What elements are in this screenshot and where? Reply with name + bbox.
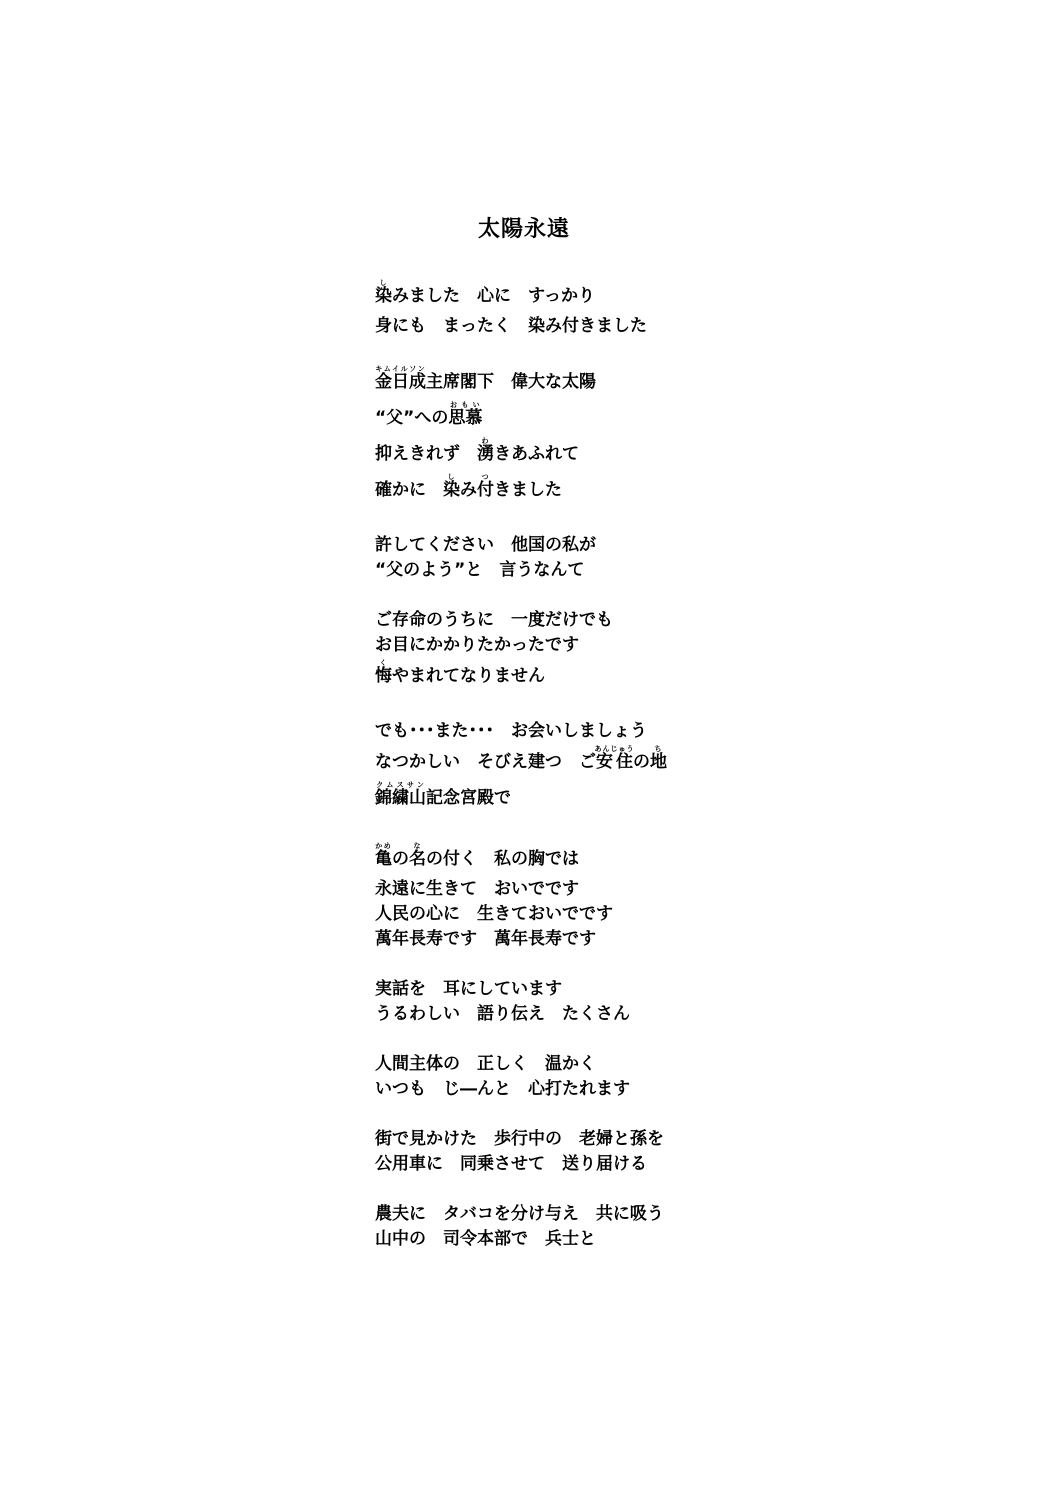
ruby-word [375,842,392,869]
line-text: 確かに [375,480,443,500]
poem-line [375,400,995,436]
stanza-gap [375,1102,995,1127]
line-text: 人民の心に 生きておいでです [375,904,613,924]
poem-line [375,780,995,816]
furigana-reading: つ [477,473,494,481]
furigana-reading: な [409,842,426,850]
furigana-reading: わ [477,437,494,445]
ruby-word [477,437,494,464]
poem-line [375,278,995,314]
line-text: 公用車に 同乗させて 送り届ける [375,1154,647,1174]
ruby-base-text: 亀 [375,849,392,869]
stanza-gap [375,583,995,608]
line-text: やまれてなりません [392,666,545,686]
stanza [375,1202,995,1252]
ruby-word [375,279,392,306]
line-text: み [460,480,477,500]
ruby-base-text: 錦繍山 [375,788,426,808]
line-text: の [392,849,409,869]
poem-line [375,472,995,508]
stanza [375,719,995,816]
line-text: きあふれて [494,444,579,464]
stanza-gap [375,1027,995,1052]
ruby-word [448,401,483,428]
line-text: 身にも まったく 染み付きました [375,316,647,336]
poem-line [375,658,995,694]
poem-line [375,927,995,952]
poem-body [375,278,995,1252]
stanza-gap [375,816,995,841]
stanza-gap [375,694,995,719]
poem-line [375,977,995,1002]
poem-line [375,608,995,633]
ruby-word [443,473,460,500]
stanza [375,1052,995,1102]
line-text: “父”への [375,408,449,428]
poem-line [375,902,995,927]
line-text: 農夫に タバコを分け与え 共に吸う [375,1204,664,1224]
ruby-word [477,473,494,500]
line-text: の付く 私の胸では [426,849,579,869]
line-text: でも･･･また･･･ お会いしましょう [375,721,647,741]
line-text: 人間主体の 正しく 温かく [375,1054,596,1074]
line-text: お目にかかりたかったです [375,635,579,655]
stanza [375,841,995,952]
stanza [375,1127,995,1177]
stanza [375,533,995,583]
stanza-gap [375,339,995,364]
furigana-reading: し [443,473,460,481]
line-text: 主席閣下 偉大な太陽 [426,372,596,392]
ruby-base-text: 思慕 [448,408,483,428]
poem-line [375,1152,995,1177]
line-text: きました [494,480,562,500]
poem-line [375,1002,995,1027]
ruby-base-text: 安住 [594,752,635,772]
poem-line [375,533,995,558]
line-text: 萬年長寿です 萬年長寿です [375,929,596,949]
stanza-gap [375,1177,995,1202]
poem-title: 太陽永遠 [477,217,570,242]
poem-line [375,633,995,658]
poem-line [375,558,995,583]
stanza [375,608,995,694]
furigana-reading: あんじゅう [594,745,635,753]
furigana-reading: クムスサン [375,781,426,789]
line-text: の [633,752,650,772]
poem-line [375,744,995,780]
poem-line [375,1052,995,1077]
stanza [375,977,995,1027]
ruby-word [650,745,667,772]
poem-line [375,314,995,339]
poem-line [375,877,995,902]
ruby-word [375,781,426,808]
line-text: みました 心に すっかり [392,286,595,306]
furigana-reading: かめ [375,842,392,850]
ruby-word [594,745,635,772]
stanza [375,278,995,339]
ruby-base-text: 湧 [477,444,494,464]
furigana-reading: キムイルソン [375,365,426,373]
line-text: 記念宮殿で [426,788,511,808]
ruby-word [375,659,392,686]
stanza [375,364,995,508]
ruby-word [375,365,426,392]
line-text: 山中の 司令本部で 兵士と [375,1229,596,1249]
poem-line [375,719,995,744]
poem-line [375,1127,995,1152]
poem-line [375,1077,995,1102]
ruby-base-text: 染 [375,286,392,306]
poem-line [375,364,995,400]
line-text: 街で見かけた 歩行中の 老婦と孫を [375,1129,664,1149]
line-text: ご存命のうちに 一度だけでも [375,610,613,630]
stanza-gap [375,952,995,977]
furigana-reading: おもい [448,401,483,409]
ruby-word [409,842,426,869]
line-text: うるわしい 語り伝え たくさん [375,1004,630,1024]
ruby-base-text: 金日成 [375,372,426,392]
furigana-reading: く [375,659,392,667]
furigana-reading: ち [650,745,667,753]
poem-line [375,1202,995,1227]
line-text: “父のよう”と 言うなんて [375,560,585,580]
poem-line [375,841,995,877]
ruby-base-text: 付 [477,480,494,500]
poem-line [375,1227,995,1252]
line-text: いつも じ―んと 心打たれます [375,1079,630,1099]
stanza-gap [375,508,995,533]
ruby-base-text: 染 [443,480,460,500]
ruby-base-text: 地 [650,752,667,772]
line-text: なつかしい そびえ建つ ご [375,752,596,772]
ruby-base-text: 悔 [375,666,392,686]
line-text: 許してください 他国の私が [375,535,596,555]
poem-line [375,436,995,472]
ruby-base-text: 名 [409,849,426,869]
line-text: 実話を 耳にしています [375,979,562,999]
line-text: 永遠に生きて おいでです [375,879,579,899]
line-text: 抑えきれず [375,444,477,464]
furigana-reading: し [375,279,392,287]
